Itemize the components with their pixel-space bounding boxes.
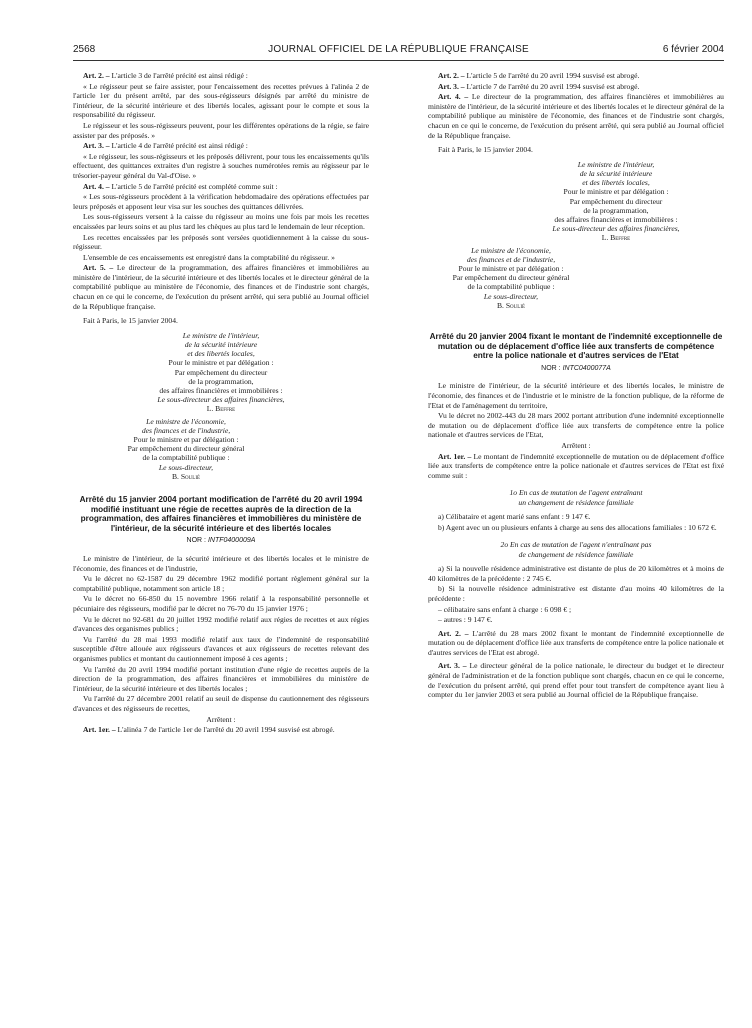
article-paragraph: Art. 4. – L'article 5 de l'arrêté précité est complété comme suit : [83, 181, 278, 191]
paragraph: Le ministre de l'intérieur, de la sécurité intérieure et des libertés locales, le ministre de l'économie, des finances et de l'industrie et le ministre de la fonction publique, de la réforme de l'Etat et de l'aménagement du territoire, [428, 381, 724, 410]
arretent-heading: Arrêtent : [206, 714, 236, 724]
right-column [428, 71, 724, 736]
article-paragraph: Art. 2. – L'article 3 de l'arrêté précité est ainsi rédigé : [83, 71, 248, 80]
nor-reference: NOR : INTC0400077A [541, 364, 611, 372]
list-item: – autres : 9 147 €. [438, 615, 493, 625]
article-paragraph: Art. 2. – L'article 5 de l'arrêté du 20 avril 1994 susvisé est abrogé. [438, 71, 640, 80]
paragraph: L'ensemble de ces encaissements est enregistré dans la comptabilité du régisseur. » [83, 252, 335, 262]
paragraph: Vu le décret no 62-1587 du 29 décembre 1962 modifié portant règlement général sur la comptabilité publique, notamment son article 18 ; [73, 574, 369, 593]
signatory-name: L. Beffre [206, 404, 236, 414]
signatory-name: B. Soulié [171, 471, 201, 481]
signing-place-date: Fait à Paris, le 15 janvier 2004. [438, 145, 533, 155]
paragraph: Les sous-régisseurs versent à la caisse du régisseur au moins une fois par mois les recettes encaissées par leurs soins et au plus tard les chèques au plus tard le lendemain de leur réception. [73, 212, 369, 231]
paragraph: a) Célibataire et agent marié sans enfant : 9 147 €. [438, 512, 591, 522]
arretent-heading: Arrêtent : [561, 440, 591, 450]
article-paragraph: Art. 5. – Le directeur de la programmation, des affaires financières et immobilières au ministère de l'intérieur, de la sécurité intérieure et des libertés locales et le directeur général de la comptabilité publique au ministère de l'économie, des finances et de l'industrie sont chargés, chacun en ce qui le concerne, de l'exécution du présent arrêté, qui sera publié au Journal officiel de la République française. [73, 263, 369, 311]
paragraph: Le ministre de l'intérieur, de la sécurité intérieure et des libertés locales et le ministre de l'économie, des finances et de l'industrie, [73, 554, 369, 573]
paragraph: « Le régisseur peut se faire assister, pour l'encaissement des recettes prévues à l'alinéa 2 de l'article 1er du présent arrêté, par des sous-régisseurs désignés par arrêté du ministre de l'intérieur, de la sécurité intérieure et des libertés locales, agissant pour le compte et sous la responsabilité du régisseur. [73, 81, 369, 120]
paragraph: Le régisseur et les sous-régisseurs peuvent, pour les différentes opérations de la régie, se faire assister par des préposés. » [73, 120, 369, 140]
issue-date: 6 février 2004 [662, 44, 724, 55]
decree-title: Arrêté du 15 janvier 2004 portant modification de l'arrêté du 20 avril 1994 modifié instituant une régie de recettes auprès de la direction de la programmation, des affaires financières et immobilières du ministère de l'intérieur, de la sécurité intérieure et des libertés locales [79, 495, 363, 533]
article-paragraph: Art. 3. – L'article 7 de l'arrêté du 20 avril 1994 susvisé est abrogé. [438, 81, 640, 91]
article-paragraph: Art. 3. – Le directeur général de la police nationale, le directeur du budget et le directeur général de l'administration et de la fonction publique sont chargés, chacun en ce qui le concerne, de l'exécution du présent arrêté, qui prend effet pour tout transfert de compétence ayant lieu à compter du 1er janvier 2003 et sera publié au Journal officiel de la République française. [428, 661, 724, 700]
paragraph: « Les sous-régisseurs procèdent à la vérification hebdomadaire des opérations effectuées par leurs préposés et apposent leur visa sur les souches des quittances délivrées. [73, 192, 369, 211]
article-paragraph: Art. 1er. – Le montant de l'indemnité exceptionnelle de mutation ou de déplacement d'office liée aux transferts de compétence entre la police nationale et d'autres services de l'Etat est fixé comme suit : [428, 451, 724, 480]
article-paragraph: Art. 4. – Le directeur de la programmation, des affaires financières et immobilières au ministère de l'intérieur, de la sécurité intérieure et des libertés locales et le directeur général de la comptabilité publique au ministère de l'économie, des finances et de l'industrie sont chargés, chacun en ce qui le concerne, de l'exécution du présent arrêté, qui sera publié au Journal officiel de la République française. [428, 92, 724, 140]
paragraph: Les recettes encaissées par les préposés sont versées quotidiennement à la caisse du sous-régisseur. [73, 232, 369, 252]
signatory-name: B. Soulié [496, 300, 526, 310]
section-heading: 2o En cas de mutation de l'agent n'entraînant pas de changement de résidence familiale [500, 540, 652, 559]
paragraph: Vu le décret no 92-681 du 20 juillet 1992 modifié relatif aux régies de recettes et aux régies d'avances des organismes publics ; [73, 614, 369, 634]
page-number: 2568 [73, 44, 96, 55]
signature-block: Le ministre de l'intérieur, de la sécurité intérieure et des libertés locales, Pour le ministre et par délégation : Par empêchement du directeur de la programmation, des affaires financières et immobilières : Le sous-directeur des affaires financières, L. Beffre [508, 160, 724, 243]
journal-title: JOURNAL OFFICIEL DE LA RÉPUBLIQUE FRANÇAISE [268, 44, 529, 55]
signatory-name: L. Beffre [601, 233, 631, 243]
paragraph: Vu l'arrêté du 28 mai 1993 modifié relatif aux taux de l'indemnité de responsabilité susceptible d'être allouée aux régisseurs d'avances et aux régisseurs de recettes relevant des organismes publics et montant du cautionnement imposé à ces agents ; [73, 634, 369, 663]
two-column-body [73, 71, 724, 736]
page-header [73, 38, 724, 61]
signature-block: Le ministre de l'économie, des finances et de l'industrie, Pour le ministre et par délégation : Par empêchement du directeur général de la comptabilité publique : Le sous-directeur, B. Soulié [73, 417, 299, 481]
paragraph: b) Agent avec un ou plusieurs enfants à charge au sens des allocations familiales : 10 672 €. [438, 522, 717, 532]
paragraph: b) Si la nouvelle résidence administrative est distante d'au moins 40 kilomètres de la précédente : [428, 584, 724, 603]
signature-block: Le ministre de l'intérieur, de la sécurité intérieure et des libertés locales, Pour le ministre et par délégation : Par empêchement du directeur de la programmation, des affaires financières et immobilières : Le sous-directeur des affaires financières, L. Beffre [73, 331, 369, 414]
article-paragraph: Art. 3. – L'article 4 de l'arrêté précité est ainsi rédigé : [83, 141, 248, 151]
paragraph: « Le régisseur, les sous-régisseurs et les préposés délivrent, pour tous les encaissements qu'ils effectuent, des quittances extraites d'un registre à souches numérotées remis au régisseur par le trésorier-payeur général du Val-d'Oise. » [73, 151, 369, 180]
list-item: – célibataire sans enfant à charge : 6 098 € ; [438, 604, 572, 614]
paragraph: Vu l'arrêté du 27 décembre 2001 relatif au seuil de dispense du cautionnement des régisseurs d'avances et des régisseurs de recettes, [73, 694, 369, 713]
paragraph: Vu l'arrêté du 20 avril 1994 modifié portant institution d'une régie de recettes auprès de la direction de la programmation, des affaires financières et immobilières du ministère de l'intérieur, de la sécurité intérieure et des libertés locales ; [73, 664, 369, 693]
paragraph: a) Si la nouvelle résidence administrative est distante de plus de 20 kilomètres et à moins de 40 kilomètres de la précédente : 2 745 €. [428, 564, 724, 583]
decree-title: Arrêté du 20 janvier 2004 fixant le montant de l'indemnité exceptionnelle de mutation ou de déplacement d'office liée aux transferts de compétence entre la police nationale et d'autres services de l'Etat [429, 332, 723, 361]
nor-reference: NOR : INTF0400009A [186, 537, 256, 545]
article-paragraph: Art. 1er. – L'alinéa 7 de l'article 1er de l'arrêté du 20 avril 1994 susvisé est abrogé. [83, 725, 335, 735]
paragraph: Vu le décret no 66-850 du 15 novembre 1966 relatif à la responsabilité personnelle et pécuniaire des régisseurs, modifié par le décret no 76-70 du 15 janvier 1976 ; [73, 594, 369, 614]
signing-place-date: Fait à Paris, le 15 janvier 2004. [83, 316, 178, 326]
journal-page [0, 38, 752, 1028]
left-column [73, 71, 369, 736]
article-paragraph: Art. 2. – L'arrêté du 28 mars 2002 fixant le montant de l'indemnité exceptionnelle de mutation ou de déplacement d'office liée aux transferts de compétence entre la police nationale et d'autres services de l'Etat est abrogé. [428, 628, 724, 657]
section-heading: 1o En cas de mutation de l'agent entraînant un changement de résidence familiale [509, 488, 643, 507]
paragraph: Vu le décret no 2002-443 du 28 mars 2002 portant attribution d'une indemnité exceptionnelle de mutation ou de déplacement d'office liée aux transferts de compétence entre la police nationale et d'autres services de l'Etat, [428, 411, 724, 440]
signature-block: Le ministre de l'économie, des finances et de l'industrie, Pour le ministre et par délégation : Par empêchement du directeur général de la comptabilité publique : Le sous-directeur, B. Soulié [428, 246, 594, 310]
